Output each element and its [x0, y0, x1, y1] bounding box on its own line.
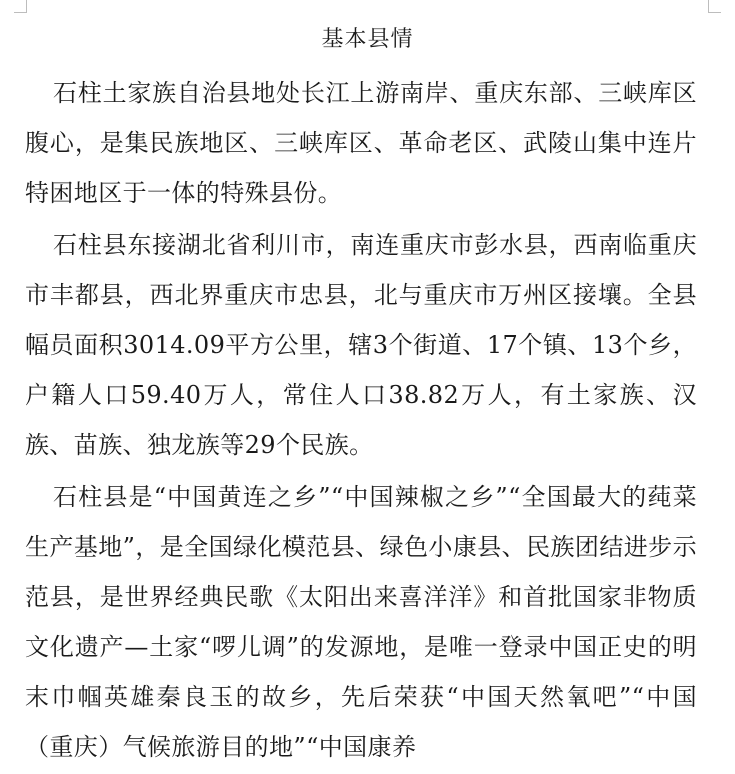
paragraph-honors-culture: 石柱县是“中国黄连之乡”“中国辣椒之乡”“全国最大的莼菜生产基地”，是全国绿化模范县、绿色小康县、民族团结进步示范县，是世界经典民歌《太阳出来喜洋洋》和首批国家非物质文化遗产—土家“啰儿调”的发源地，是唯一登录中国正史的明末巾帼英雄秦良玉的故乡，先后荣获“中国天然氧吧”“中国（重庆）气候旅游目的地”“中国康养 — [25, 483, 697, 761]
page-corner-mark-top-right — [708, 0, 721, 13]
page-corner-mark-top-left — [14, 0, 27, 13]
document-body — [25, 68, 697, 774]
paragraph-geography-population: 石柱县东接湖北省利川市，南连重庆市彭水县，西南临重庆市丰都县，西北界重庆市忠县，北与重庆市万州区接壤。全县幅员面积3014.09平方公里，辖3个街道、17个镇、13个乡，户籍人口59.40万人，常住人口38.82万人，有土家族、汉族、苗族、独龙族等29个民族。 — [25, 231, 697, 459]
document-title: 基本县情 — [321, 27, 414, 52]
paragraph-location: 石柱土家族自治县地处长江上游南岸、重庆东部、三峡库区腹心，是集民族地区、三峡库区、革命老区、武陵山集中连片特困地区于一体的特殊县份。 — [25, 79, 697, 207]
